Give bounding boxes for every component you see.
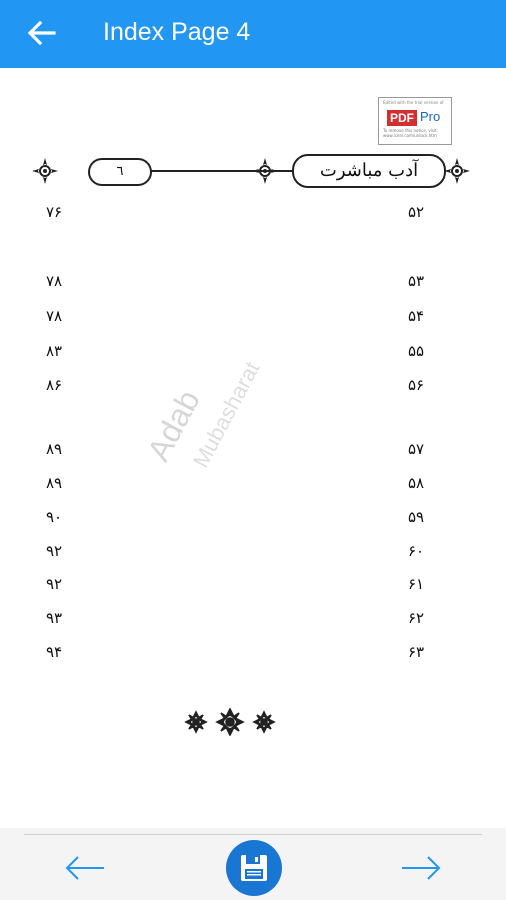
watermark-text: Adab [140,384,207,467]
ornament-left-icon [30,156,60,186]
row-page: ۸۹ [45,474,63,492]
row-number: ۵۴ [407,307,425,325]
row-page: ۹۳ [45,609,63,627]
watermark-text-2: Mubasharat [188,357,265,472]
chapter-header [30,152,472,190]
ornament-right-icon [442,156,472,186]
row-page: ۹۰ [45,508,63,526]
row-number: ۶۱ [407,575,425,593]
ornament-middle-icon [250,156,280,186]
chapter-title: آدب مباشرت [292,154,446,188]
row-page: ۹۲ [45,542,63,560]
badge-bottom-text: To remove this notice, visit: www.iceni.com/unlock.htm [383,128,438,138]
row-page: ۸۳ [45,342,63,360]
app-bar [0,0,506,68]
row-number: ۵۹ [407,508,425,526]
row-page: ۷۸ [45,272,63,290]
page-title: Index Page 4 [103,18,251,46]
row-number: ۵۲ [407,203,425,221]
row-number: ۵۳ [407,272,425,290]
badge-top-text: Edited with the trial version of [383,100,444,105]
page-number-box: ٦ [88,158,152,186]
row-number: ۶۳ [407,643,425,661]
row-number: ۵۷ [407,440,425,458]
row-number: ۵۶ [407,376,425,394]
floral-ornament-icon [182,708,278,736]
row-page: ۷۸ [45,307,63,325]
row-page: ۷۶ [45,203,63,221]
row-number: ۶۰ [407,542,425,560]
bottom-divider [24,834,482,835]
pdfpro-trial-badge [378,97,452,145]
next-page-arrow-icon[interactable] [400,854,442,882]
floppy-disk-icon [226,840,282,896]
row-page: ۹۲ [45,575,63,593]
back-arrow-icon[interactable] [24,16,58,50]
badge-brand-pro: Pro [420,109,441,124]
row-page: ۸۶ [45,376,63,394]
row-number: ۵۵ [407,342,425,360]
badge-brand-pdf: PDF [387,110,417,126]
previous-page-arrow-icon[interactable] [64,854,106,882]
row-number: ۵۸ [407,474,425,492]
bottom-nav-bar [0,828,506,900]
row-page: ۸۹ [45,440,63,458]
row-page: ۹۴ [45,643,63,661]
row-number: ۶۲ [407,609,425,627]
save-button[interactable] [226,840,282,896]
